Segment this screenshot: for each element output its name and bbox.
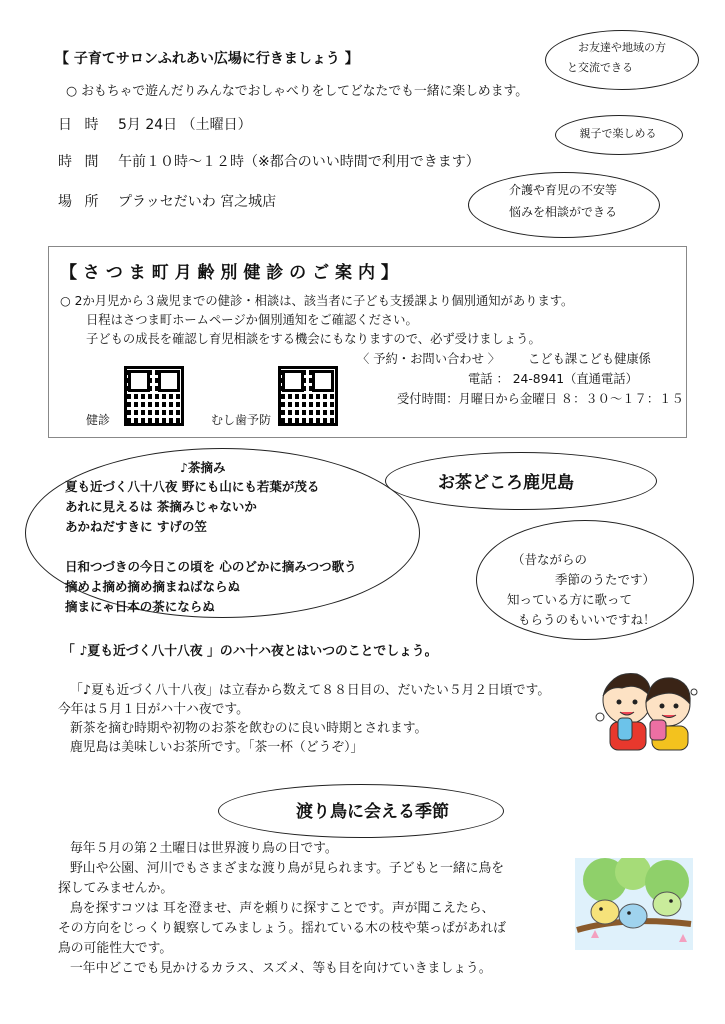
side-bubble-line-3: 知っている方に歌って bbox=[507, 592, 633, 607]
side-bubble-line-1: （昔ながらの bbox=[512, 552, 588, 567]
qr-code-dental[interactable] bbox=[278, 366, 338, 426]
qr-code-checkup[interactable] bbox=[124, 366, 184, 426]
children-drinking-tea-illustration bbox=[592, 662, 702, 752]
birds-line-4: 鳥を探すコツは 耳を澄ませ、声を頼りに探すことです。声が聞こえたら、 bbox=[70, 901, 495, 916]
birds-line-2: 野山や公園、河川でもさまざまな渡り鳥が見られます。子どもと一緒に鳥を bbox=[70, 861, 505, 876]
bubble-friends-line1: お友達や地域の方 bbox=[578, 41, 666, 54]
date-label: 日 時 bbox=[58, 117, 103, 133]
tea-answer-4: 鹿児島は美味しいお茶所です。「茶一杯（どうぞ）」 bbox=[70, 740, 364, 755]
time-label: 時 間 bbox=[58, 154, 103, 170]
bubble-friends-line2: と交流できる bbox=[567, 61, 633, 74]
bubble-consult-line1: 介護や育児の不安等 bbox=[508, 183, 617, 197]
qr-dental-label: むし歯予防 bbox=[211, 413, 272, 427]
birds-on-branch-illustration bbox=[575, 858, 693, 950]
side-bubble-line-4: もらうのもいいですね！ bbox=[518, 612, 656, 627]
song-line-1: 夏も近づく八十八夜 野にも山にも若葉が茂る bbox=[65, 479, 320, 494]
contact-label: 〈 予約・お問い合わせ 〉 bbox=[357, 352, 501, 366]
qr-checkup-label: 健診 bbox=[86, 413, 111, 427]
song-line-7: 摘まにゃ日本の茶にならぬ bbox=[65, 599, 215, 614]
tea-heading: お茶どころ鹿児島 bbox=[438, 473, 574, 493]
checkup-line-2: 日程はさつま町ホームページか個別通知をご確認ください。 bbox=[86, 313, 418, 327]
checkup-line-1: ○ 2か月児から３歳児までの健診・相談は、該当者に子ども支援課より個別通知があります。 bbox=[60, 294, 574, 308]
salon-intro: ○ おもちゃで遊んだりみんなでおしゃべりをしてどなたでも一緒に楽しめます。 bbox=[66, 84, 529, 99]
time-value: 午前１０時～１２時（※都合のいい時間で利用できます） bbox=[118, 154, 480, 170]
birds-line-5: その方向をじっくり観察してみましょう。揺れている木の枝や葉っぱがあれば bbox=[58, 921, 506, 936]
date-value: 5月 24日 （土曜日） bbox=[118, 117, 252, 133]
birds-line-6: 鳥の可能性大です。 bbox=[58, 941, 173, 956]
tea-answer-1: 「♪夏も近づく八十八夜」は立春から数えて８８日目の、だいたい５月２日頃です。 bbox=[70, 683, 551, 698]
tea-question: 「 ♪夏も近づく八十八夜 」のハ十ハ夜とはいつのことでしょう。 bbox=[62, 644, 438, 659]
song-line-6: 摘めよ摘め摘め摘まねばならぬ bbox=[65, 579, 241, 594]
bubble-consult-line2: 悩みを相談ができる bbox=[508, 205, 617, 219]
tea-answer-3: 新茶を摘む時期や初物のお茶を飲むのに良い時期とされます。 bbox=[70, 721, 428, 736]
birds-line-3: 探してみませんか。 bbox=[58, 881, 174, 896]
checkup-title: 【 さ つ ま 町 月 齢 別 健 診 の ご 案 内 】 bbox=[60, 263, 398, 283]
song-title: ♪茶摘み bbox=[180, 460, 226, 475]
song-line-2: あれに見えるは 茶摘みじゃないか bbox=[65, 499, 257, 514]
side-bubble-line-2: 季節のうたです） bbox=[555, 572, 656, 587]
song-line-3: あかねだすきに すげの笠 bbox=[65, 519, 207, 534]
checkup-line-3: 子どもの成長を確認し育児相談をする機会にもなりますので、必ず受けましょう。 bbox=[86, 332, 541, 346]
song-line-5: 日和つづきの今日この頃を 心のどかに摘みつつ歌う bbox=[65, 559, 357, 574]
birds-heading: 渡り鳥に会える季節 bbox=[296, 802, 449, 822]
salon-title: 【 子育てサロンふれあい広場に行きましょう 】 bbox=[55, 51, 359, 67]
place-value: プラッセだいわ 宮之城店 bbox=[118, 194, 277, 210]
contact-phone: 電話 ： 24-8941（直通電話） bbox=[468, 372, 638, 386]
place-label: 場 所 bbox=[58, 194, 103, 210]
bubble-parent-child-label: 親子で楽しめる bbox=[579, 127, 657, 140]
contact-hours: 受付時間：月曜日から金曜日 ８：３０～１７：１５ bbox=[397, 392, 684, 406]
contact-dept: こども課こども健康係 bbox=[528, 352, 651, 366]
birds-line-1: 毎年５月の第２土曜日は世界渡り鳥の日です。 bbox=[70, 841, 338, 856]
birds-line-7: 一年中どこでも見かけるカラス、スズメ、等も目を向けていきましょう。 bbox=[70, 961, 492, 976]
tea-answer-2: 今年は５月１日がハ十ハ夜です。 bbox=[58, 702, 249, 717]
